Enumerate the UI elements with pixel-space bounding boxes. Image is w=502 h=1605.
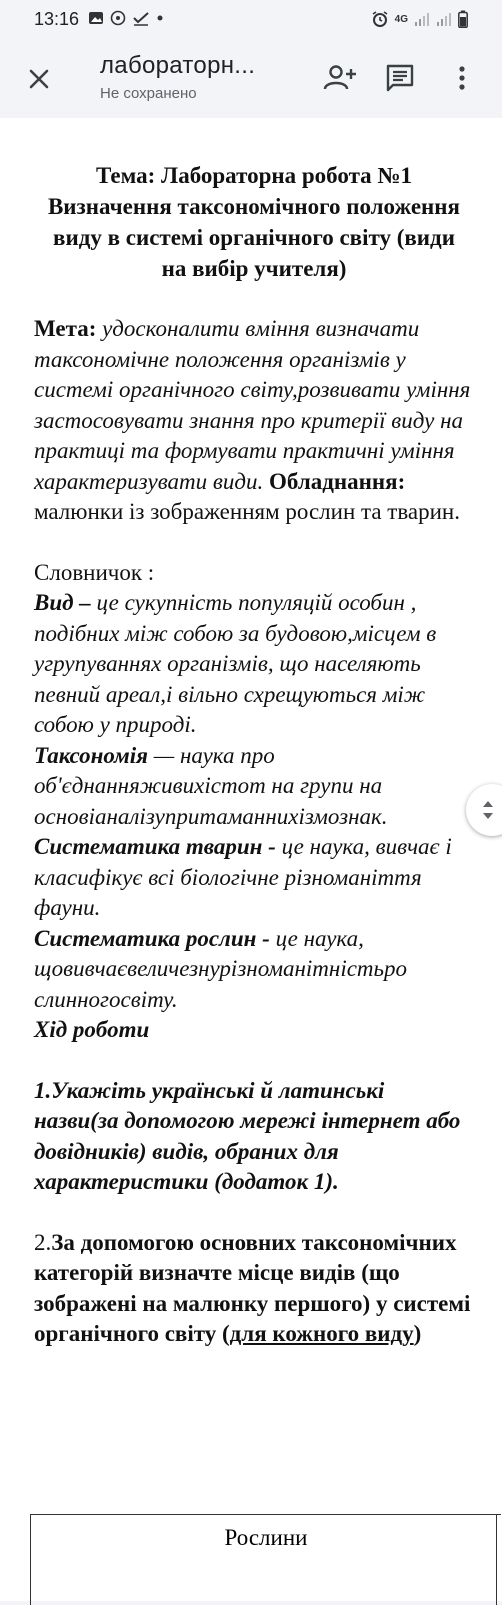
task-2-suffix: )	[413, 1321, 422, 1346]
system-icons	[371, 10, 468, 28]
definition-text: це наука, вивчає і класифікує всі біологічне різноманіття фауни.	[34, 834, 452, 920]
save-status: Не сохранено	[100, 85, 197, 102]
definition-text: це наука, щовивчаєвеличезнурізноманітністьро слинногосвіту.	[34, 925, 407, 1012]
document-title: лабораторн...	[100, 52, 256, 79]
battery-icon	[458, 10, 468, 28]
definition-term: Систематика тварин -	[34, 834, 276, 859]
signal-icon-1	[414, 11, 430, 27]
table-border	[496, 1515, 498, 1605]
share-button[interactable]	[322, 60, 358, 96]
check-icon	[132, 10, 150, 26]
task-2	[34, 1228, 474, 1350]
alarm-icon	[371, 10, 389, 28]
definition-species	[34, 588, 474, 741]
definition-term: Вид –	[34, 590, 91, 615]
task-2-text: За допомогою основних таксономічних категорій визначте місце видів (що зображені на малюнку першого) у системі органічного світу (	[34, 1229, 471, 1346]
definition-taxonomy	[34, 741, 474, 833]
task-1: 1.Укажіть українські й латинські назви(за допомогою мережі інтернет або довідників) видів, обраних для характеристики (додаток 1).	[34, 1077, 461, 1194]
more-options-button[interactable]	[444, 60, 480, 96]
definition-animal-systematics	[34, 832, 474, 924]
app-bar	[0, 40, 502, 118]
definition-text: це сукупність популяцій особин , подібних між собою за будовою,місцем в угрупуваннях організмів, що населяють певний ареал,і вільно схрещуються між собою у природі.	[34, 590, 437, 737]
definition-text: — наука про об'єднанняживихістот на групи на основіаналізупритаманнихізмознак.	[34, 742, 388, 829]
close-icon	[22, 62, 56, 96]
equipment-text: малюнки із зображенням рослин та тварин.	[34, 499, 460, 524]
species-table	[30, 1514, 501, 1605]
more-vert-icon	[458, 65, 466, 91]
scroll-arrows-icon	[480, 797, 496, 823]
definition-term: Систематика рослин -	[34, 925, 270, 951]
document-body[interactable]	[34, 160, 474, 1350]
task-2-prefix: 2.	[34, 1229, 52, 1255]
goal-paragraph	[34, 314, 474, 528]
viber-icon	[110, 10, 126, 26]
goal-label: Мета:	[34, 316, 97, 341]
definition-plant-systematics	[34, 924, 474, 1016]
dot-icon	[156, 10, 164, 26]
lab-heading: Тема: Лабораторна робота №1 Визначення таксономічного положення виду в системі органічного світу (види на вибір учителя)	[47, 163, 461, 281]
network-type: 4G	[394, 13, 408, 25]
procedure-title: Хід роботи	[34, 1017, 150, 1042]
comments-button[interactable]	[382, 60, 418, 96]
table-header-plants: Рослини	[224, 1525, 308, 1550]
status-bar	[0, 0, 502, 40]
equipment-label: Обладнання:	[263, 468, 406, 494]
add-person-icon	[323, 63, 357, 93]
definition-term: Таксономія	[34, 742, 149, 768]
close-button[interactable]	[22, 62, 56, 96]
document-page[interactable]	[0, 118, 502, 1601]
notification-icons	[88, 10, 164, 26]
gallery-icon	[88, 10, 104, 26]
glossary-title: Словничок :	[34, 559, 155, 585]
signal-icon-2	[436, 11, 452, 27]
comment-icon	[385, 63, 415, 93]
task-2-underlined: для кожного виду	[229, 1321, 414, 1346]
goal-text: удосконалити вміння визначати таксономічне положення організмів у системі органічного світу,розвивати уміння застосовувати знання про критерії виду на практиці та формувати практичні уміння характеризувати види.	[34, 316, 471, 494]
status-time: 13:16	[34, 9, 80, 29]
